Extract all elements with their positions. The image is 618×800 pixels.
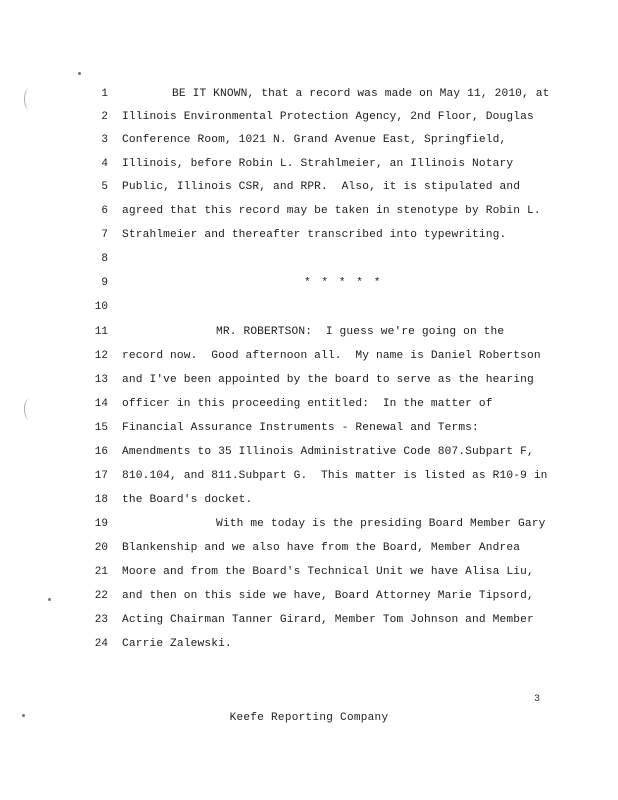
line-text: Acting Chairman Tanner Girard, Member Tom Johnson and Member [122, 614, 534, 626]
transcript-line [0, 272, 618, 294]
line-number: 6 [101, 205, 108, 217]
line-text: Illinois Environmental Protection Agency, 2nd Floor, Douglas [122, 111, 534, 123]
line-number: 20 [94, 542, 108, 554]
line-number: 21 [94, 566, 108, 578]
line-text: Amendments to 35 Illinois Administrative Code 807.Subpart F, [122, 446, 534, 458]
transcript-line [0, 513, 618, 535]
transcript-line [0, 176, 618, 198]
line-number: 4 [101, 158, 108, 170]
line-text: agreed that this record may be taken in stenotype by Robin L. [122, 205, 541, 217]
line-text: 810.104, and 811.Subpart G. This matter is listed as R10-9 in [122, 470, 548, 482]
line-number: 17 [94, 470, 108, 482]
line-text: MR. ROBERTSON: I guess we're going on the [216, 326, 505, 338]
line-number: 3 [101, 134, 108, 146]
line-number: 24 [94, 638, 108, 650]
line-text: and then on this side we have, Board Attorney Marie Tipsord, [122, 590, 534, 602]
line-text: With me today is the presiding Board Member Gary [216, 518, 546, 530]
transcript-line [0, 296, 618, 318]
transcript-line [0, 106, 618, 128]
transcript-line [0, 393, 618, 415]
line-number: 11 [94, 326, 108, 338]
transcript-line [0, 200, 618, 222]
transcript-line [0, 489, 618, 511]
line-number: 23 [94, 614, 108, 626]
line-text: Blankenship and we also have from the Board, Member Andrea [122, 542, 521, 554]
transcript-line [0, 153, 618, 175]
page-number: 3 [534, 694, 541, 705]
line-number: 5 [101, 181, 108, 193]
transcript-line [0, 321, 618, 343]
line-text: Conference Room, 1021 N. Grand Avenue East, Springfield, [122, 134, 507, 146]
line-text: the Board's docket. [122, 494, 253, 506]
line-number: 15 [94, 422, 108, 434]
line-number: 18 [94, 494, 108, 506]
transcript-line [0, 609, 618, 631]
scan-mark [78, 72, 81, 75]
transcript-line [0, 369, 618, 391]
line-number: 19 [94, 518, 108, 530]
line-text: Carrie Zalewski. [122, 638, 232, 650]
transcript-line [0, 129, 618, 151]
line-number: 16 [94, 446, 108, 458]
line-text: officer in this proceeding entitled: In the matter of [122, 398, 493, 410]
line-text: BE IT KNOWN, that a record was made on May 11, 2010, at [172, 88, 550, 100]
footer-company-name: Keefe Reporting Company [229, 712, 389, 724]
line-number: 13 [94, 374, 108, 386]
line-text: Illinois, before Robin L. Strahlmeier, an Illinois Notary [122, 158, 514, 170]
transcript-line [0, 248, 618, 270]
line-text: Public, Illinois CSR, and RPR. Also, it is stipulated and [122, 181, 521, 193]
line-text: and I've been appointed by the board to serve as the hearing [122, 374, 534, 386]
line-number: 9 [101, 277, 108, 289]
line-number: 1 [101, 88, 108, 100]
line-number: 10 [94, 301, 108, 313]
line-text: Moore and from the Board's Technical Unit we have Alisa Liu, [122, 566, 534, 578]
line-text: record now. Good afternoon all. My name is Daniel Robertson [122, 350, 541, 362]
transcript-line [0, 345, 618, 367]
line-text: Financial Assurance Instruments - Renewal and Terms: [122, 422, 479, 434]
transcript-line [0, 441, 618, 463]
transcript-line [0, 537, 618, 559]
line-number: 12 [94, 350, 108, 362]
transcript-line [0, 585, 618, 607]
line-number: 7 [101, 229, 108, 241]
section-separator: * * * * * [304, 277, 383, 289]
line-number: 2 [101, 111, 108, 123]
transcript-line [0, 561, 618, 583]
line-number: 8 [101, 253, 108, 265]
transcript-line [0, 465, 618, 487]
transcript-line [0, 224, 618, 246]
line-number: 14 [94, 398, 108, 410]
line-text: Strahlmeier and thereafter transcribed into typewriting. [122, 229, 507, 241]
transcript-line [0, 633, 618, 655]
transcript-line [0, 83, 618, 105]
transcript-line [0, 417, 618, 439]
line-number: 22 [94, 590, 108, 602]
